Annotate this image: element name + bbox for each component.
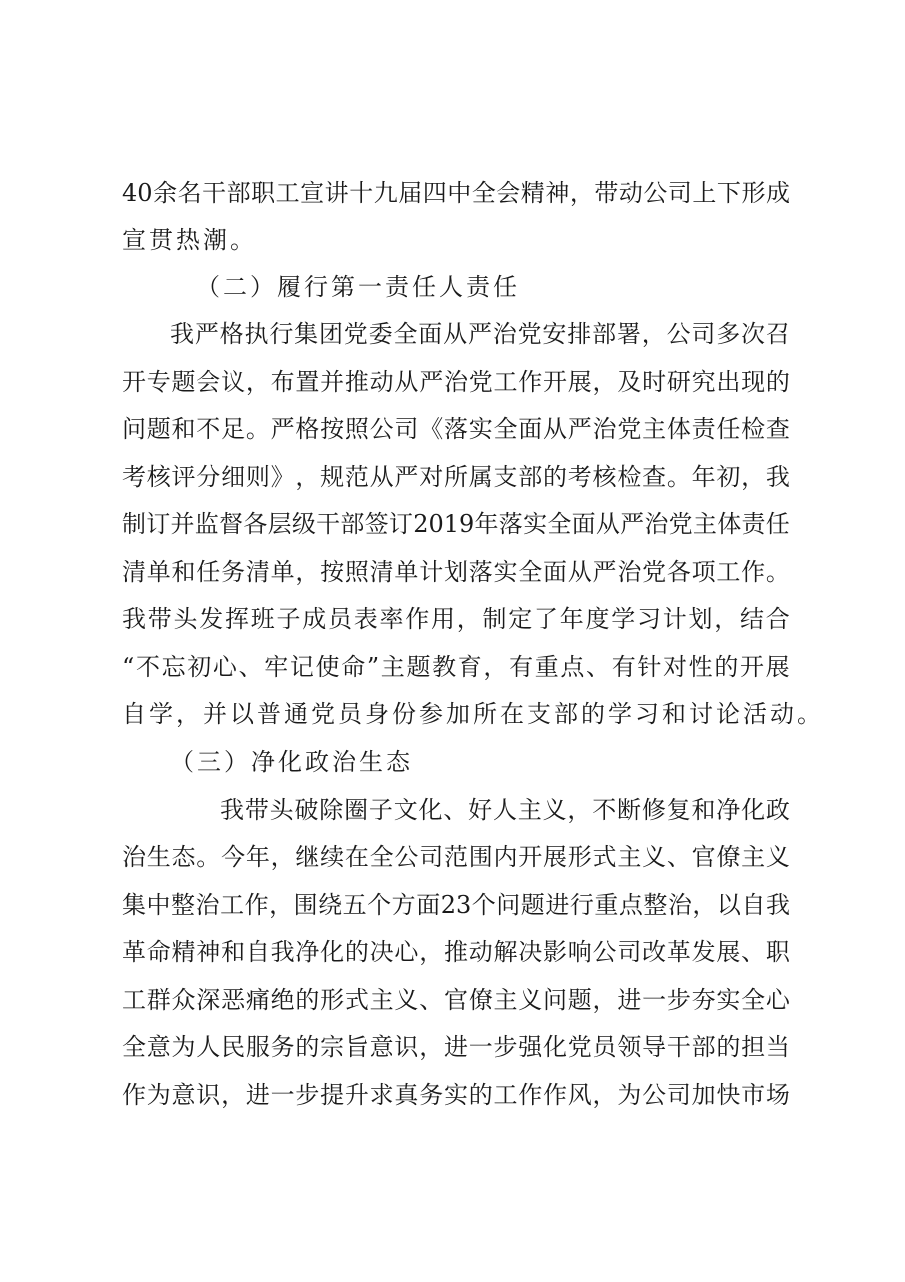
section-heading-3: （三）净化政治生态 (170, 748, 413, 776)
paragraph-line: 我 严 格 执 行 集 团 党 委 全 面 从 严 治 党 安 排 部 署 ， 公 司 多 次 召 (170, 320, 790, 348)
paragraph-line: 治 生 态 。 今 年 ， 继 续 在 全 公 司 范 围 内 开 展 形 式 主 义 、 官 僚 主 义 (122, 843, 790, 871)
section-heading-2: （二）履行第一责任人责任 (196, 273, 520, 301)
paragraph-line: 我 带 头 破 除 圈 子 文 化 、 好 人 主 义 ， 不 断 修 复 和 净 化 政 (220, 796, 790, 824)
paragraph-line: 考 核 评 分 细 则 》 ， 规 范 从 严 对 所 属 支 部 的 考 核 检 查 。 年 初 ， 我 (122, 463, 790, 491)
paragraph-line: 革 命 精 神 和 自 我 净 化 的 决 心 ， 推 动 解 决 影 响 公 司 改 革 发 展 、 职 (122, 938, 790, 966)
paragraph-line: 自学，并以普通党员身份参加所在支部的学习和讨论活动。 (122, 700, 824, 728)
paragraph-line: 40 余 名 干 部 职 工 宣 讲 十 九 届 四 中 全 会 精 神 ， 带 动 公 司 上 下 形 成 (122, 179, 790, 207)
paragraph-line: 作 为 意 识 ， 进 一 步 提 升 求 真 务 实 的 工 作 作 风 ， 为 公 司 加 快 市 场 (122, 1081, 790, 1109)
paragraph-line: 集 中 整 治 工 作 ， 围 绕 五 个 方 面 23 个 问 题 进 行 重 点 整 治 ， 以 自 我 (122, 891, 790, 919)
paragraph-line: “ 不 忘 初 心 、 牢 记 使 命 ” 主 题 教 育 ， 有 重 点 、 有 针 对 性 的 开 展 (122, 653, 790, 681)
paragraph-line: 宣贯热潮。 (122, 226, 257, 254)
paragraph-line: 全 意 为 人 民 服 务 的 宗 旨 意 识 ， 进 一 步 强 化 党 员 领 导 干 部 的 担 当 (122, 1033, 790, 1061)
paragraph-line: 开 专 题 会 议 ， 布 置 并 推 动 从 严 治 党 工 作 开 展 ， 及 时 研 究 出 现 的 (122, 368, 790, 396)
paragraph-line: 问 题 和 不 足 。 严 格 按 照 公 司 《 落 实 全 面 从 严 治 党 主 体 责 任 检 查 (122, 415, 790, 443)
paragraph-line: 制 订 并 监 督 各 层 级 干 部 签 订 2019 年 落 实 全 面 从 严 治 党 主 体 责 任 (122, 510, 790, 538)
paragraph-line: 我 带 头 发 挥 班 子 成 员 表 率 作 用 ， 制 定 了 年 度 学 习 计 划 ， 结 合 (122, 605, 790, 633)
paragraph-line: 清 单 和 任 务 清 单 ， 按 照 清 单 计 划 落 实 全 面 从 严 治 党 各 项 工 作 。 (122, 558, 790, 586)
paragraph-line: 工 群 众 深 恶 痛 绝 的 形 式 主 义 、 官 僚 主 义 问 题 ， 进 一 步 夯 实 全 心 (122, 986, 790, 1014)
